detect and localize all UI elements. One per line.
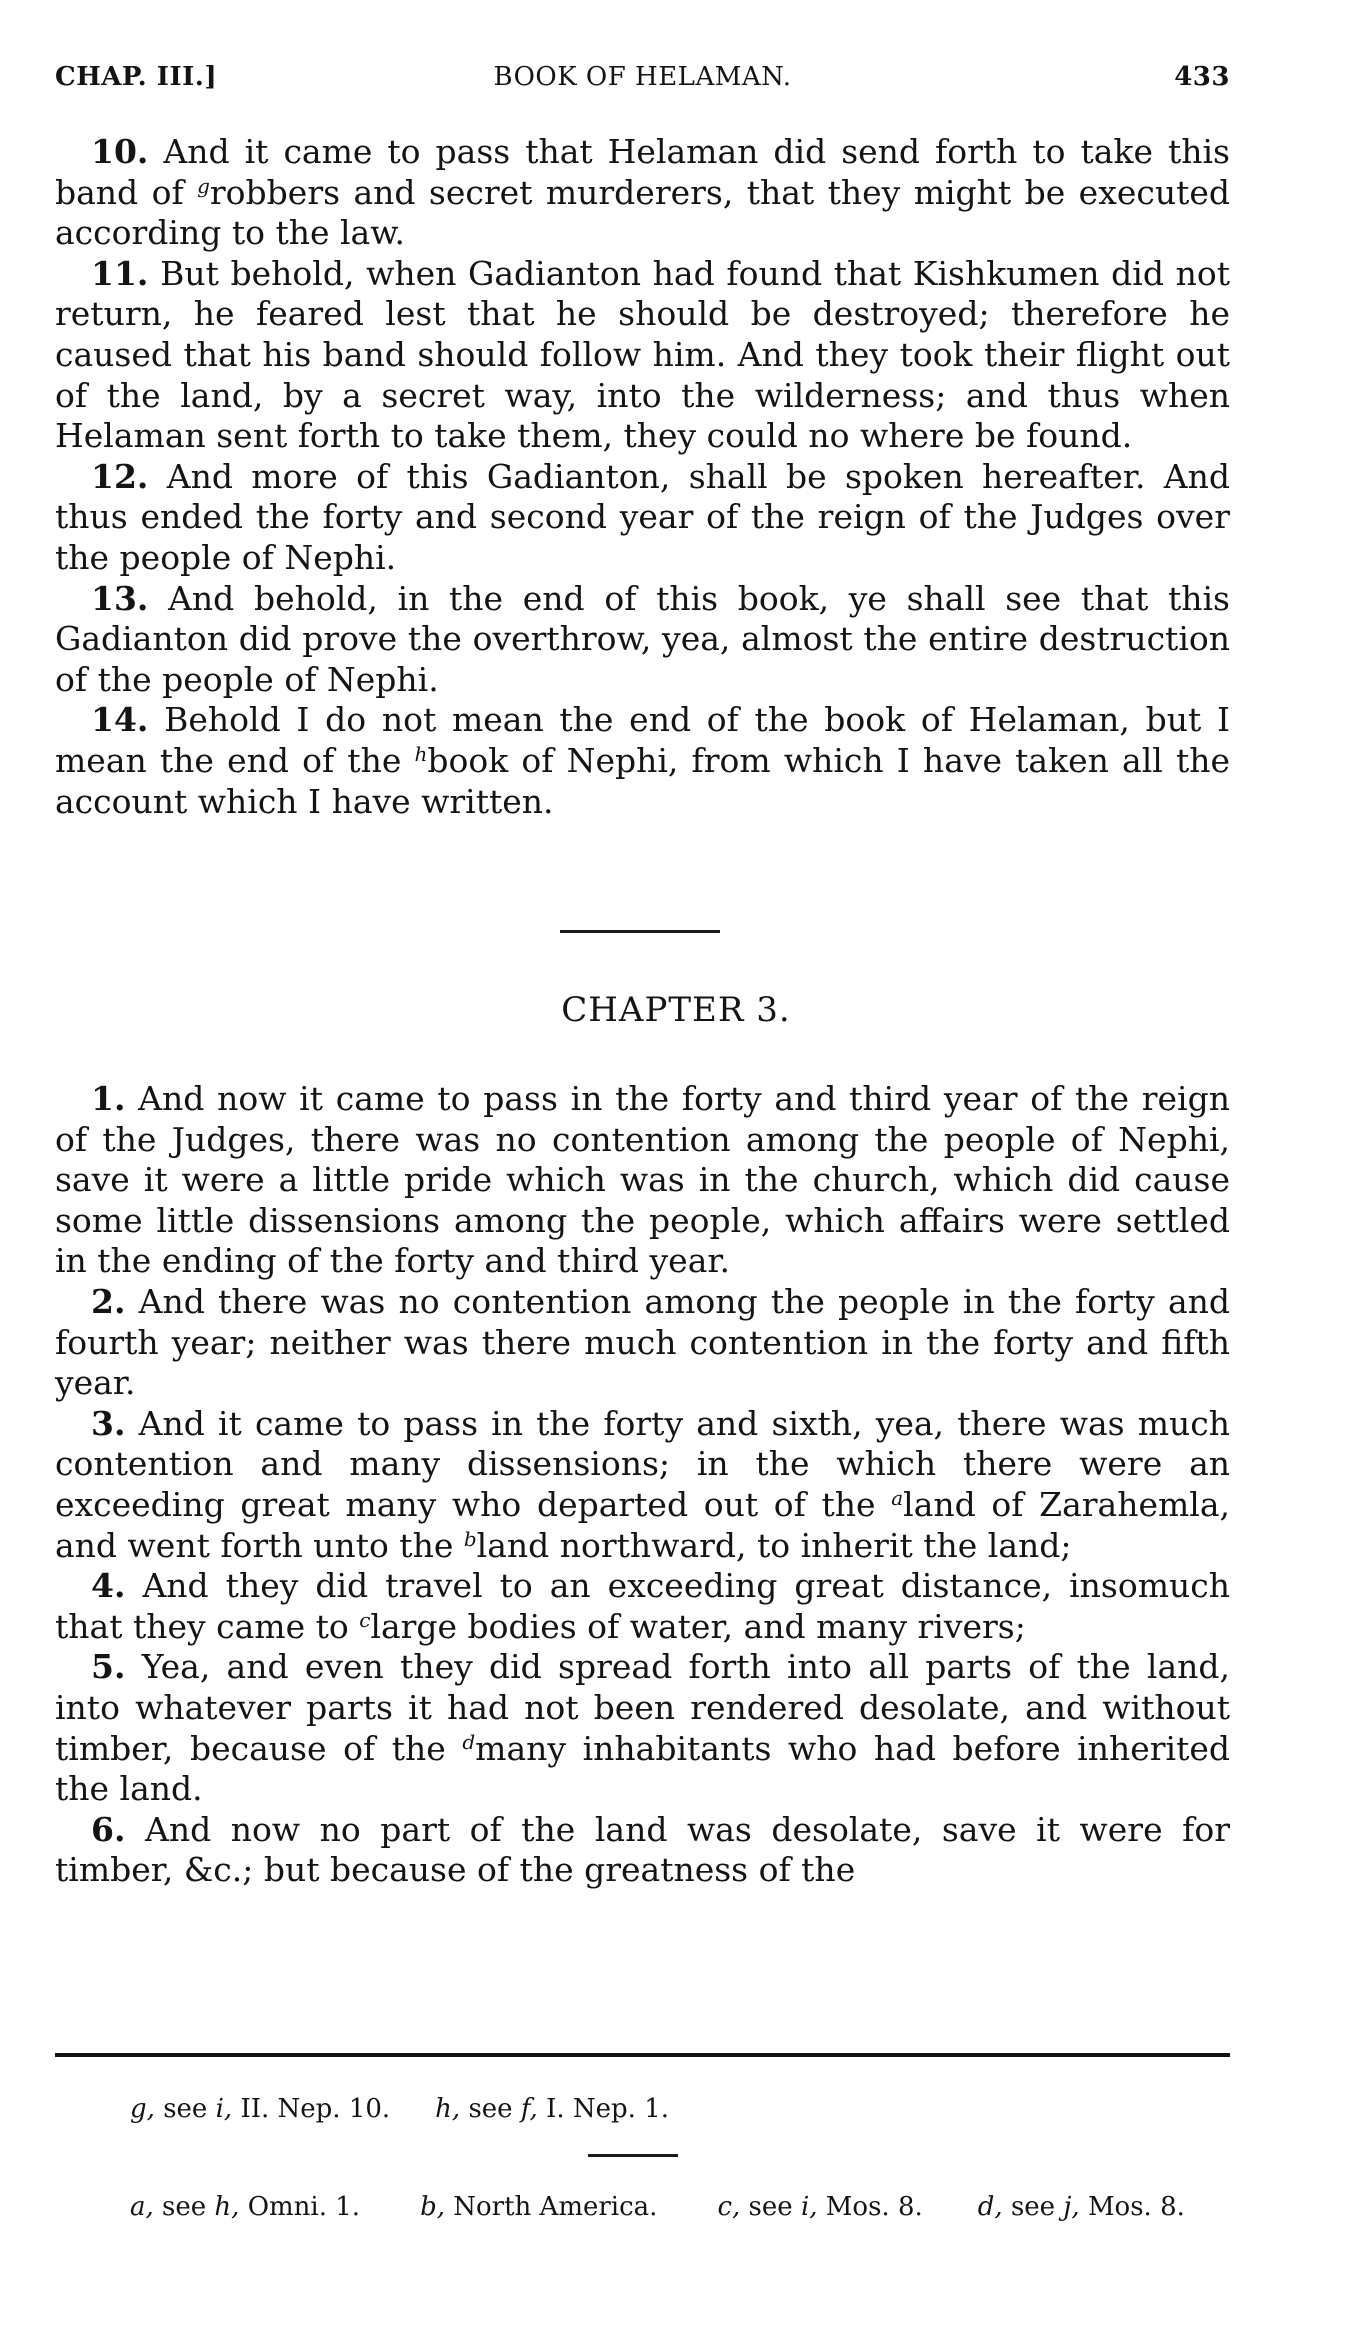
verse-number: 14. xyxy=(91,700,149,740)
verse-number: 12. xyxy=(91,456,149,496)
verse-number: 6. xyxy=(91,1809,126,1849)
verse-text: And it came to pass in the forty and sixth, yea, there was much contention and many dissensions; in the which there were an exceeding great many who departed out of the xyxy=(55,1403,1230,1524)
footnote-marker: a xyxy=(891,1485,904,1510)
verse-text: Yea, and even they did spread forth into all parts of the land, into whatever parts it had not been rendered desolate, and without timber, because of the xyxy=(55,1647,1230,1768)
verse-paragraph xyxy=(55,1566,1230,1647)
verse-paragraph xyxy=(55,579,1230,701)
footnote-key: c, xyxy=(717,2192,741,2222)
footnote-entry xyxy=(435,2092,669,2126)
footnote-target: h, xyxy=(214,2192,240,2222)
verse-text: And it came to pass that Helaman did send forth to take this band of xyxy=(55,132,1230,212)
verse-text: And there was no contention among the people in the forty and fourth year; neither was there much contention in the forty and fifth year. xyxy=(55,1281,1230,1403)
footnote-entry xyxy=(130,2190,360,2224)
verse-paragraph xyxy=(55,1282,1230,1404)
chapter-heading: CHAPTER 3. xyxy=(561,990,791,1030)
footnote-target: j, xyxy=(1063,2192,1080,2222)
footnote-see: see xyxy=(163,2094,208,2124)
running-header xyxy=(55,62,1230,104)
verse-number: 5. xyxy=(91,1647,126,1687)
verse-paragraph xyxy=(55,1810,1230,1891)
section-divider xyxy=(560,930,720,933)
verse-text: And they did travel to an exceeding great distance, insomuch that they came to xyxy=(55,1566,1230,1646)
verse-number: 2. xyxy=(91,1281,126,1321)
verse-paragraph xyxy=(55,1079,1230,1282)
verse-text: And more of this Gadianton, shall be spoken hereafter. And thus ended the forty and second year of the reign of the Judges over the people of Nephi. xyxy=(55,456,1230,577)
footnotes-chapter-three xyxy=(55,2190,1230,2224)
footnote-key: d, xyxy=(977,2192,1003,2222)
verse-paragraph xyxy=(55,1647,1230,1809)
verse-number: 4. xyxy=(91,1566,126,1606)
verse-number: 10. xyxy=(91,132,149,171)
verse-text: many inhabitants who had before inherited the land. xyxy=(55,1728,1231,1809)
footnote-marker: c xyxy=(359,1607,371,1632)
footnote-see: see xyxy=(162,2192,207,2222)
footnote-marker: h xyxy=(414,741,428,766)
verse-number: 11. xyxy=(91,253,149,293)
verse-paragraph xyxy=(55,254,1230,457)
footnote-marker: g xyxy=(197,173,210,198)
verse-text: robbers and secret murderers, that they might be executed according to the law. xyxy=(55,172,1230,253)
footnote-marker: d xyxy=(462,1729,476,1754)
footnote-rule xyxy=(55,2053,1230,2057)
verse-paragraph xyxy=(55,457,1230,579)
verse-number: 13. xyxy=(91,578,149,618)
footnote-source: Omni. 1. xyxy=(247,2192,361,2222)
footnote-entry xyxy=(978,2190,1185,2224)
footnote-marker: b xyxy=(463,1526,477,1551)
verse-text: And now no part of the land was desolate, save it were for timber, &c.; but because of the greatness of the xyxy=(55,1809,1231,1890)
footnote-see: see xyxy=(748,2192,793,2222)
verse-text: Behold I do not mean the end of the book of Helaman, but I mean the end of the xyxy=(55,700,1230,780)
footnote-source: Mos. 8. xyxy=(1087,2192,1185,2222)
footnote-target: f, xyxy=(520,2094,538,2124)
footnote-key: b, xyxy=(420,2192,445,2222)
chapter-three-verses xyxy=(55,1079,1230,1891)
footnote-entry xyxy=(420,2190,657,2224)
footnote-target: i, xyxy=(215,2094,233,2124)
footnote-source: I. Nep. 1. xyxy=(546,2094,669,2124)
footnote-target: i, xyxy=(800,2192,818,2222)
footnotes-chapter-two xyxy=(55,2092,1230,2126)
footnote-key: g, xyxy=(130,2094,155,2124)
footnote-source: North America. xyxy=(453,2192,658,2222)
verse-text: land of Zarahemla, and went forth unto the xyxy=(55,1484,1230,1565)
footnote-see: see xyxy=(1010,2192,1056,2222)
verse-text: land northward, to inherit the land; xyxy=(476,1525,1072,1565)
footnote-source: II. Nep. 10. xyxy=(240,2094,391,2124)
footnote-key: h, xyxy=(435,2094,461,2124)
verse-number: 1. xyxy=(91,1079,126,1118)
footnote-divider xyxy=(588,2154,678,2157)
book-title: BOOK OF HELAMAN. xyxy=(493,62,792,92)
footnote-entry xyxy=(130,2092,390,2126)
footnote-key: a, xyxy=(130,2192,154,2222)
verse-paragraph xyxy=(55,132,1230,254)
verse-text: But behold, when Gadianton had found that Kishkumen did not return, he feared lest that he should be destroyed; therefore he caused that his band should follow him. And they took their flight out of the land, by a secret way, into the wilderness; and thus when Helaman sent forth to take them, they could no where be found. xyxy=(55,253,1231,456)
verse-text: large bodies of water, and many rivers; xyxy=(370,1606,1026,1646)
footnote-source: Mos. 8. xyxy=(825,2192,923,2222)
verse-text: book of Nephi, from which I have taken all the account which I have written. xyxy=(55,740,1230,821)
page-number: 433 xyxy=(1174,62,1230,92)
verse-number: 3. xyxy=(91,1403,126,1443)
verse-text: And now it came to pass in the forty and third year of the reign of the Judges, there was no contention among the people of Nephi, save it were a little pride which was in the church, which did cause some little dissensions among the people, which affairs were settled in the ending of the forty and third year. xyxy=(55,1079,1230,1281)
chapter-reference: CHAP. III.] xyxy=(55,62,218,92)
verse-paragraph xyxy=(55,700,1230,822)
verse-text: And behold, in the end of this book, ye shall see that this Gadianton did prove the overthrow, yea, almost the entire destruction of the people of Nephi. xyxy=(55,578,1230,699)
footnote-see: see xyxy=(468,2094,513,2124)
verse-paragraph xyxy=(55,1404,1230,1566)
chapter-two-verses xyxy=(55,132,1230,822)
footnote-entry xyxy=(717,2190,922,2224)
